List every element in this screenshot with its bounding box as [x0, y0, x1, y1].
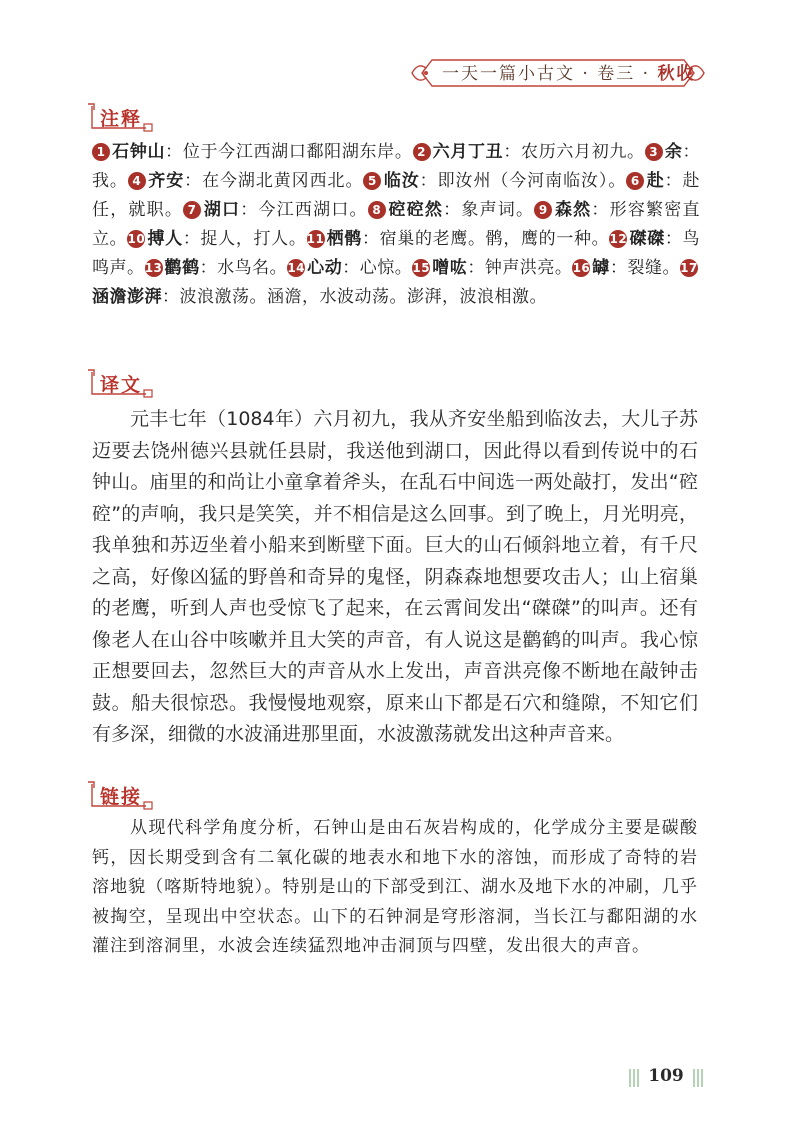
- note-definition: ：在今湖北黄冈西北。: [184, 171, 364, 191]
- note-number-badge: 11: [306, 232, 325, 246]
- note-item: [287, 258, 412, 278]
- note-definition: ：鸟鸣声。: [92, 229, 701, 278]
- note-number-badge: 6: [626, 172, 644, 190]
- note-number-badge: 14: [287, 261, 306, 275]
- note-number-badge: 12: [609, 232, 628, 246]
- note-term: 搏人: [147, 229, 183, 249]
- note-item: [128, 171, 364, 191]
- note-definition: ：农历六月初九。: [503, 142, 645, 162]
- note-number-badge: 8: [368, 201, 386, 219]
- note-definition: ：裂缝。: [609, 258, 681, 278]
- note-definition: ：宿巢的老鹰。鹘，鹰的一种。: [362, 229, 610, 249]
- translation-paragraph: 元丰七年（1084年）六月初九，我从齐安坐船到临汝去，大儿子苏迈要去饶州德兴县就任县尉，我送他到湖口，因此得以看到传说中的石钟山。庙里的和尚让小童拿着斧头，在乱石中间选一两处敲打，发出“硿硿”的声响，我只是笑笑，并不相信是这么回事。到了晚上，月光明亮，我单独和苏迈坐着小船来到断壁下面。巨大的山石倾斜地立着，有千尺之高，好像凶猛的野兽和奇异的鬼怪，阴森森地想要攻击人；山上宿巢的老鹰，听到人声也受惊飞了起来，在云霄间发出“磔磔”的叫声。还有像老人在山谷中咳嗽并且大笑的声音，有人说这是鹳鹤的叫声。我心惊正想要回去，忽然巨大的声音从水上发出，声音洪亮像不断地在敲钟击鼓。船夫很惊恐。我慢慢地观察，原来山下都是石穴和缝隙，不知它们有多深，细微的水波涌进那里面，水波激荡就发出这种声音来。: [92, 408, 698, 745]
- note-number-badge: 13: [144, 261, 163, 275]
- note-term: 硿硿然: [387, 200, 444, 220]
- note-term: 罅: [592, 258, 610, 278]
- note-number-badge: 7: [183, 201, 201, 219]
- note-definition: ：象声词。: [443, 200, 535, 220]
- note-definition: ：捉人，打人。: [182, 229, 307, 249]
- note-item: [127, 229, 306, 249]
- page-number: 109: [648, 1066, 684, 1086]
- header-title-main: 一天一篇小古文 · 卷三 ·: [442, 64, 658, 84]
- note-term: 森然: [554, 200, 592, 220]
- note-definition: ：即汝州（今河南临汝）。: [419, 171, 627, 191]
- note-item: [368, 200, 534, 220]
- note-number-badge: 10: [127, 232, 146, 246]
- note-definition: ：位于今江西湖口鄱阳湖东岸。: [165, 142, 413, 162]
- note-term: 噌吰: [432, 258, 468, 278]
- note-number-badge: 1: [92, 143, 110, 161]
- page-number-block: [626, 1066, 706, 1090]
- note-item: [92, 142, 413, 162]
- note-number-badge: 16: [572, 261, 591, 275]
- note-term: 磔磔: [629, 229, 665, 249]
- note-term: 鹳鹤: [164, 258, 200, 278]
- link-heading: [86, 780, 176, 810]
- translation-heading: [86, 368, 176, 398]
- note-item: [412, 258, 572, 278]
- note-definition: ：波浪激荡。涵澹，水波动荡。澎湃，波浪相激。: [162, 287, 547, 307]
- header-title-accent: 秋收: [657, 64, 696, 84]
- note-term: 栖鹘: [326, 229, 363, 249]
- notes-list: [92, 138, 700, 312]
- note-term: 齐安: [147, 171, 185, 191]
- notes-heading: [86, 102, 176, 132]
- note-term: 涵澹澎湃: [92, 287, 162, 307]
- note-definition: ：钟声洪亮。: [467, 258, 573, 278]
- note-definition: ：赴任，就职。: [92, 171, 701, 220]
- note-term: 赴: [646, 171, 665, 191]
- note-item: [363, 171, 626, 191]
- note-number-badge: 17: [680, 261, 698, 275]
- note-number-badge: 2: [413, 143, 431, 161]
- note-number-badge: 15: [412, 261, 431, 275]
- note-definition: ：我。: [92, 142, 701, 191]
- note-item: [572, 258, 680, 278]
- note-definition: ：今江西湖口。: [240, 200, 368, 220]
- note-definition: ：心惊。: [342, 258, 413, 278]
- note-term: 余: [664, 142, 683, 162]
- note-term: 石钟山: [112, 142, 166, 162]
- note-term: 六月丁丑: [432, 142, 504, 162]
- note-number-badge: 4: [128, 172, 146, 190]
- note-item: [145, 258, 288, 278]
- note-item: [413, 142, 645, 162]
- note-definition: ：形容繁密直立。: [92, 200, 700, 249]
- running-header: [408, 50, 708, 96]
- notes-title: 注释: [100, 108, 143, 130]
- note-term: 临汝: [383, 171, 420, 191]
- header-title: [442, 59, 696, 84]
- link-paragraph: 从现代科学角度分析，石钟山是由石灰岩构成的，化学成分主要是碳酸钙，因长期受到含有二氧化碳的地表水和地下水的溶蚀，而形成了奇特的岩溶地貌（喀斯特地貌）。特别是山的下部受到江、湖水及地下水的冲刷，几乎被掏空，呈现出中空状态。山下的石钟洞是穹形溶洞，当长江与鄱阳湖的水灌注到溶洞里，水波会连续猛烈地冲击洞顶与四壁，发出很大的声音。: [92, 818, 698, 956]
- note-number-badge: 9: [534, 201, 552, 219]
- note-number-badge: 3: [645, 143, 663, 161]
- note-term: 心动: [307, 258, 343, 278]
- note-item: [183, 200, 368, 220]
- note-item: [307, 229, 610, 249]
- note-definition: ：水鸟名。: [199, 258, 288, 278]
- note-number-badge: 5: [363, 172, 381, 190]
- translation-title: 译文: [100, 374, 143, 396]
- note-term: 湖口: [203, 200, 241, 220]
- link-title: 链接: [100, 786, 143, 808]
